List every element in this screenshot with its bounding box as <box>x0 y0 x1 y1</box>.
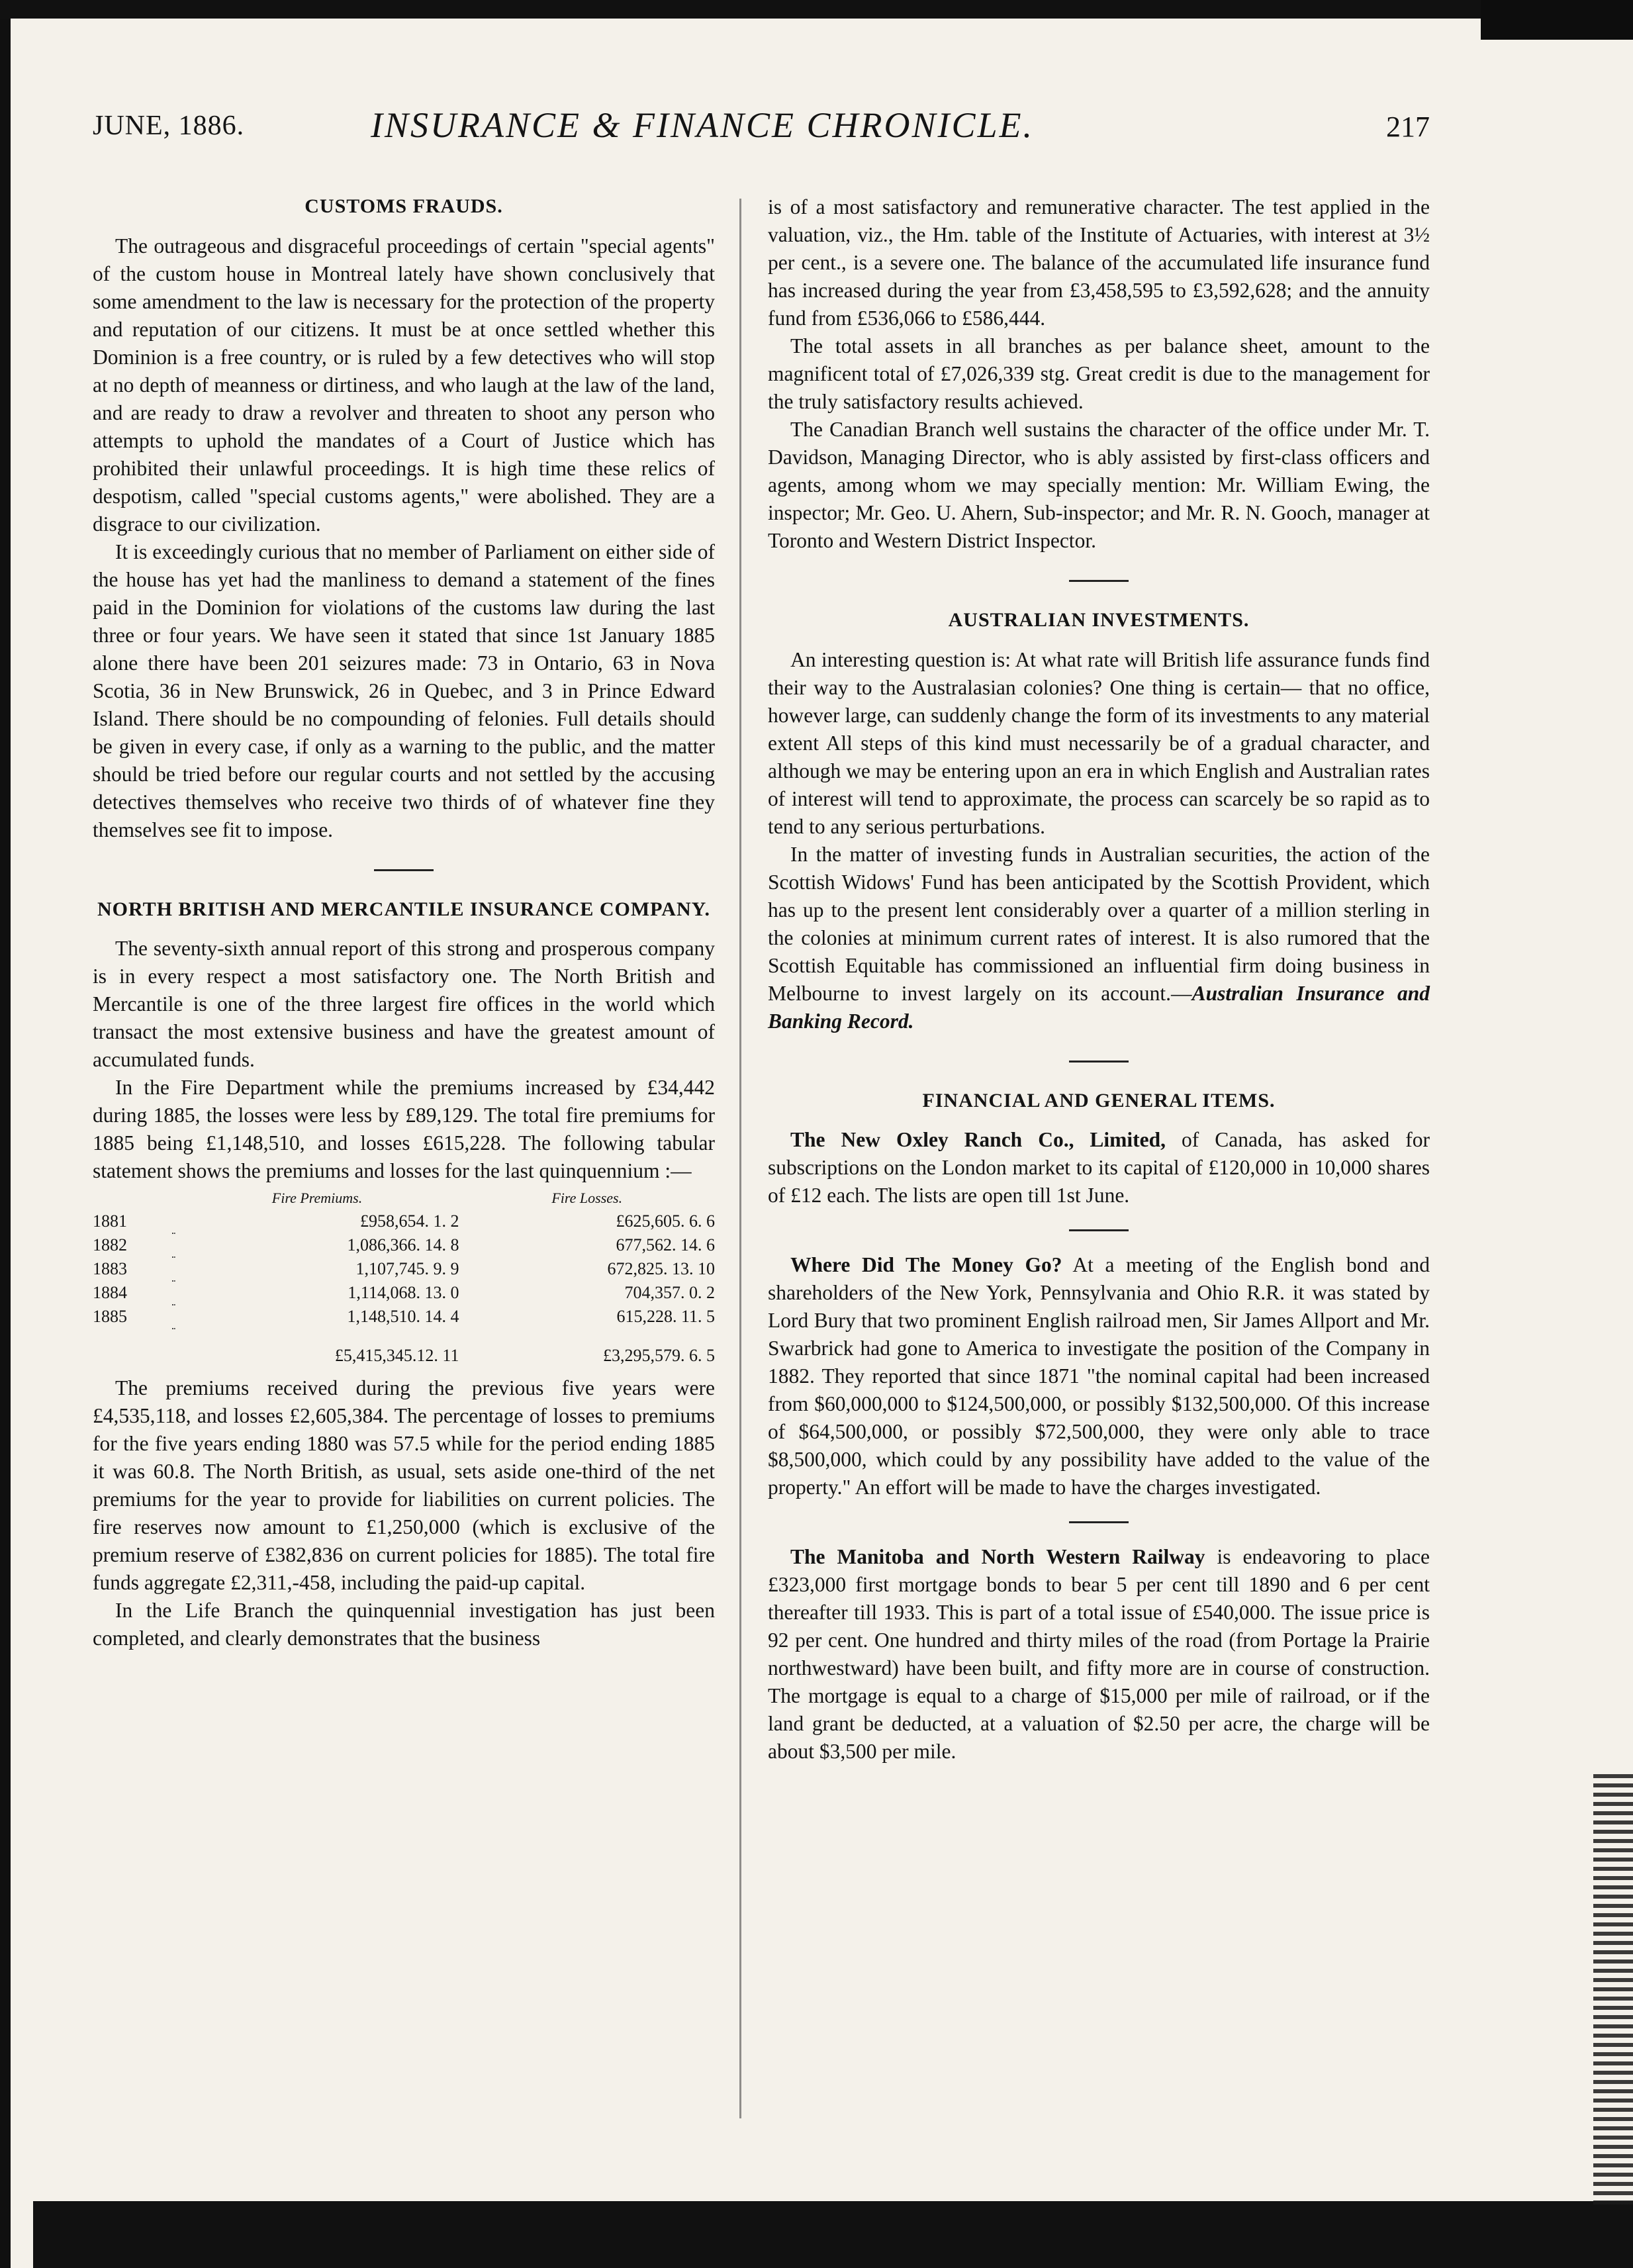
north-british-heading: NORTH BRITISH AND MERCANTILE INSURANCE COMPANY. <box>97 898 711 920</box>
row-losses: 677,562. 14. 6 <box>616 1235 715 1254</box>
table-row <box>93 1233 715 1257</box>
row-year: 1882 <box>93 1235 127 1254</box>
north-british-continued <box>768 193 1430 555</box>
australian-paragraph-1: An interesting question is: At what rate will British life assurance funds find their way to the Australasian colonies? One thing is certain— that no office, however large, can suddenly change the form of its investments to any material extent All steps of this kind must necessarily be of a gradual character, and although we may be entering upon an era in which English and Australian rates of interest will tend to approximate, the process can scarcely be so rapid as to tend to any serious perturbations. <box>768 647 1430 838</box>
north-british-paragraph-3: The premiums received during the previous five years were £4,535,118, and losses £2,605,384. The percentage of losses to premiums for the five years ending 1880 was 57.5 while for the period ending 1885 it was 60.8. The North British, as usual, sets aside one-third of the net premiums for the year to provide for liabilities on current policies. The fire reserves now amount to £1,250,000 (which is exclusive of the premium reserve of £382,836 on current policies for 1885). The total fire funds aggregate £2,311,-458, including the paid-up capital. <box>93 1376 715 1594</box>
row-losses: 704,357. 0. 2 <box>624 1283 715 1302</box>
article-separator <box>374 869 434 871</box>
row-premiums: 1,107,745. 9. 9 <box>355 1259 459 1278</box>
row-losses: 615,228. 11. 5 <box>616 1307 715 1326</box>
row-premiums: 1,114,068. 13. 0 <box>348 1283 459 1302</box>
row-premiums: 1,148,510. 14. 4 <box>347 1307 459 1326</box>
fire-premiums-losses-table <box>93 1189 715 1368</box>
financial-items-heading: FINANCIAL AND GENERAL ITEMS. <box>922 1089 1276 1111</box>
source-citation: Australian Insurance and Banking Record. <box>768 981 1430 1033</box>
customs-frauds-paragraph-1: The outrageous and disgraceful proceedings of certain "special agents" of the custom house in Montreal lately have shown conclusively that some amendment to the law is necessary for the protection of the property and reputation of our citizens. It must be at once settled whether this Dominion is a free country, or is ruled by a few detectives who will stop at no depth of meanness or dirtiness, and who laugh at the law of the land, and are ready to draw a revolver and threaten to shoot any person who attempts to uphold the mandates of a Court of Justice which has prohibited their unlawful proceedings. It is high time these relics of despotism, called "special customs agents," were abolished. They are a disgrace to our civilization. <box>93 234 715 536</box>
col-fire-premiums: Fire Premiums. <box>271 1190 363 1206</box>
money-item <box>768 1251 1430 1501</box>
total-premiums: £5,415,345.12. 11 <box>334 1346 459 1365</box>
manitoba-item <box>768 1543 1430 1766</box>
article-separator <box>1069 1061 1129 1063</box>
table-row <box>93 1305 715 1329</box>
row-year: 1881 <box>93 1211 127 1231</box>
north-british-article <box>93 896 715 1653</box>
table-row <box>93 1257 715 1281</box>
table-row <box>93 1281 715 1305</box>
article-separator <box>1069 580 1129 582</box>
oxley-ranch-item <box>768 1126 1430 1209</box>
manitoba-lead: The Manitoba and North Western Railway <box>790 1545 1205 1568</box>
right-column <box>768 193 1430 1766</box>
scan-top-right-shadow <box>1481 0 1633 40</box>
scan-left-edge <box>0 0 11 2268</box>
customs-frauds-paragraph-2: It is exceedingly curious that no member of Parliament on either side of the house has yet had the manliness to demand a statement of the fines paid in the Dominion for violations of the customs law during the last three or four years. We have seen it stated that since 1st January 1885 alone there have been 201 seizures made: 73 in Ontario, 63 in Nova Scotia, 36 in New Brunswick, 26 in Quebec, and 3 in Prince Edward Island. There should be no compounding of felonies. Full details should be given in every case, if only as a warning to the public, and the matter should be tried before our regular courts and not settled by the accusing detectives themselves who receive two thirds of of whatever fine they themselves see fit to impose. <box>93 540 715 841</box>
item-separator <box>1069 1229 1129 1231</box>
row-losses: 672,825. 13. 10 <box>607 1259 715 1278</box>
total-losses: £3,295,579. 6. 5 <box>603 1346 715 1365</box>
oxley-ranch-text: of Canada, has asked for subscriptions on the London market to its capital of £120,000 in 10,000 shares of £12 each. The lists are open till 1st June. <box>768 1128 1430 1207</box>
scan-top-edge <box>0 0 1633 19</box>
money-lead: Where Did The Money Go? <box>790 1253 1062 1276</box>
table-header-row <box>93 1189 715 1209</box>
issue-date: JUNE, 1886. <box>93 111 245 141</box>
column-divider <box>739 199 741 2118</box>
row-year: 1884 <box>93 1283 127 1302</box>
north-british-paragraph-2: In the Fire Department while the premiums increased by £34,442 during 1885, the losses were less by £89,129. The total fire premiums for 1885 being £1,148,510, and losses £615,228. The following tabular statement shows the premiums and losses for the last quinquennium :— <box>93 1076 715 1182</box>
north-british-paragraph-7: The Canadian Branch well sustains the character of the office under Mr. T. Davidson, Managing Director, who is ably assisted by first-class officers and agents, among whom we may specially mention: Mr. William Ewing, the inspector; Mr. Geo. U. Ahern, Sub-inspector; and Mr. R. N. Gooch, manager at Toronto and Western District Inspector. <box>768 418 1430 552</box>
scan-right-edge-artifact <box>1593 1774 1633 2204</box>
row-losses: £625,605. 6. 6 <box>616 1211 715 1231</box>
scan-bottom-edge <box>33 2201 1633 2268</box>
customs-frauds-heading: CUSTOMS FRAUDS. <box>304 195 503 217</box>
row-premiums: £958,654. 1. 2 <box>359 1211 459 1231</box>
publication-title: INSURANCE & FINANCE CHRONICLE. <box>371 105 1035 145</box>
row-year: 1883 <box>93 1259 127 1278</box>
australian-paragraph-2-text: In the matter of investing funds in Australian securities, the action of the Scottish Widows' Fund has been anticipated by the Scottish Provident, which has up to the present lent considerably over a quarter of a million sterling in the colonies at minimum current rates of interest. It is also rumored that the Scottish Equitable has commissioned an influential firm doing business in Melbourne to invest largely on its account.— <box>768 842 1430 1005</box>
australian-investments-heading: AUSTRALIAN INVESTMENTS. <box>948 609 1250 631</box>
col-fire-losses: Fire Losses. <box>551 1190 623 1206</box>
table-row <box>93 1209 715 1233</box>
page-number: 217 <box>1386 111 1430 143</box>
page-header <box>93 105 1430 151</box>
north-british-paragraph-6: The total assets in all branches as per balance sheet, amount to the magnificent total of £7,026,339 stg. Great credit is due to the management for the truly satisfactory results achieved. <box>768 334 1430 413</box>
row-year: 1885 <box>93 1307 127 1326</box>
australian-investments-article <box>768 607 1430 1035</box>
oxley-ranch-lead: The New Oxley Ranch Co., Limited, <box>790 1128 1166 1151</box>
financial-items-article <box>768 1088 1430 1766</box>
north-british-paragraph-4: In the Life Branch the quinquennial investigation has just been completed, and clearly demonstrates that the business <box>93 1599 715 1650</box>
north-british-paragraph-5: is of a most satisfactory and remunerative character. The test applied in the valuation, viz., the Hm. table of the Institute of Actuaries, with interest at 3½ per cent., is a severe one. The balance of the accumulated life insurance fund has increased during the year from £3,458,595 to £3,592,628; and the annuity fund from £536,066 to £586,444. <box>768 195 1430 330</box>
row-premiums: 1,086,366. 14. 8 <box>347 1235 459 1254</box>
north-british-paragraph-1: The seventy-sixth annual report of this strong and prosperous company is in every respect a most satisfactory one. The North British and Mercantile is one of the three largest fire offices in the world which transact the most extensive business and have the greatest amount of accumulated funds. <box>93 937 715 1071</box>
customs-frauds-article <box>93 193 715 844</box>
manitoba-text: is endeavoring to place £323,000 first mortgage bonds to bear 5 per cent till 1890 and 6 per cent thereafter till 1933. This is part of a total issue of £540,000. The issue price is 92 per cent. One hundred and thirty miles of the road (from Portage la Prairie northwestward) have been built, and fifty more are in course of construction. The mortgage is equal to a charge of $15,000 per mile of railroad, or if the land grant be deducted, at a valuation of $2.50 per acre, the charge will be about $3,500 per mile. <box>768 1545 1430 1763</box>
item-separator <box>1069 1521 1129 1523</box>
left-column <box>93 193 715 1652</box>
australian-paragraph-2 <box>768 841 1430 1035</box>
table-total-row <box>93 1329 715 1368</box>
money-text: At a meeting of the English bond and shareholders of the New York, Pennsylvania and Ohio R.R. it was stated by Lord Bury that two prominent English railroad men, Sir James Allport and Mr. Swarbrick had gone to America to investigate the position of the Company in 1882. They reported that since 1871 "the nominal capital had been increased from $60,000,000 to $124,500,000, or possibly $132,500,000. Of this increase of $64,500,000, or possibly $72,500,000, they were only able to trace $8,500,000, which could by any possibility have added to the value of the property." An effort will be made to have the charges investigated. <box>768 1253 1430 1499</box>
